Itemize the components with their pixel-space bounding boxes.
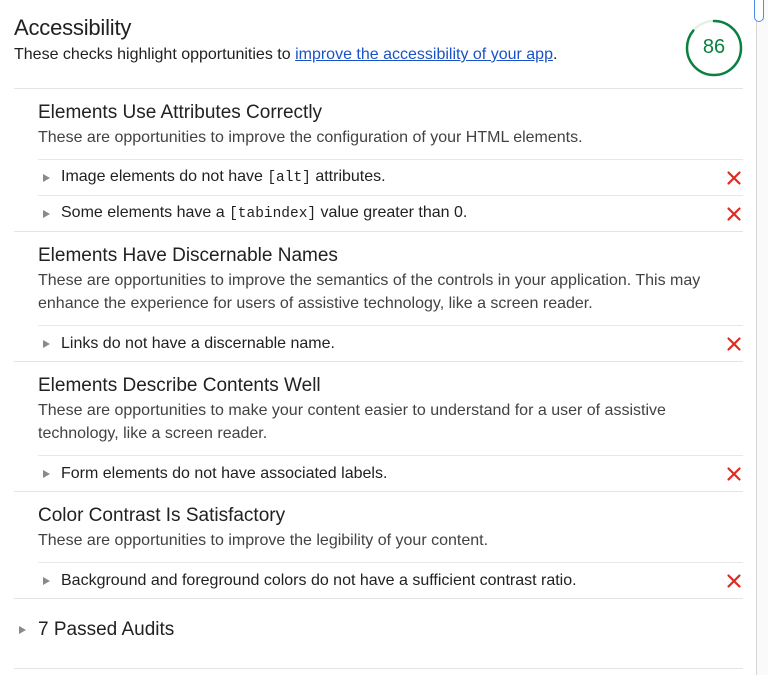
audit-label <box>61 464 387 484</box>
audit-list <box>14 159 743 231</box>
category-description <box>14 44 754 66</box>
audit-label <box>61 334 335 354</box>
expand-triangle-icon[interactable] <box>42 576 52 586</box>
expand-triangle-icon[interactable] <box>42 339 52 349</box>
audit-item[interactable] <box>38 195 743 231</box>
groups-root <box>14 88 743 598</box>
audit-label <box>61 203 467 224</box>
audit-item[interactable] <box>38 159 743 195</box>
bottom-divider <box>14 668 743 669</box>
audit-item[interactable] <box>38 562 743 598</box>
fail-x-icon <box>725 465 743 483</box>
expand-triangle-icon[interactable] <box>42 209 52 219</box>
audit-text-pre: Image elements do not have <box>61 168 268 185</box>
passed-audits-label: 7 Passed Audits <box>38 618 175 640</box>
group-header <box>14 362 743 455</box>
accessibility-docs-link[interactable]: improve the accessibility of your app <box>295 46 553 63</box>
audit-list <box>14 562 743 598</box>
group-title: Elements Have Discernable Names <box>38 245 338 266</box>
audit-item[interactable] <box>38 455 743 491</box>
group-description: These are opportunities to make your content easier to understand for a user of assistive technology, like a screen reader. <box>38 402 666 442</box>
expand-triangle-icon[interactable] <box>42 173 52 183</box>
audit-group <box>14 361 743 491</box>
panel-scrollbar[interactable] <box>756 0 768 675</box>
group-description: These are opportunities to improve the configuration of your HTML elements. <box>38 129 583 146</box>
expand-triangle-icon[interactable] <box>42 469 52 479</box>
audit-group <box>14 491 743 598</box>
category-title: Accessibility <box>14 15 132 40</box>
audit-list <box>14 455 743 491</box>
group-header <box>14 492 743 562</box>
scroll-handle[interactable] <box>754 0 764 22</box>
passed-audits-toggle[interactable] <box>14 598 743 660</box>
audit-item[interactable] <box>38 325 743 361</box>
category-header <box>14 14 754 86</box>
audit-code: [tabindex] <box>229 206 317 222</box>
audit-label <box>61 167 386 188</box>
audit-group <box>14 231 743 361</box>
score-gauge <box>685 19 743 77</box>
fail-x-icon <box>725 169 743 187</box>
audit-groups <box>14 88 743 660</box>
group-title: Elements Use Attributes Correctly <box>38 102 323 123</box>
group-header <box>14 89 743 159</box>
audit-text-pre: Links do not have a discernable name. <box>61 334 335 352</box>
audit-text-pre: Some elements have a <box>61 204 230 221</box>
description-suffix: . <box>552 46 558 63</box>
score-value: 86 <box>702 36 726 58</box>
audit-list <box>14 325 743 361</box>
audit-group <box>14 88 743 231</box>
description-prefix: These checks highlight opportunities to <box>14 46 296 63</box>
audit-label <box>61 571 577 591</box>
group-title: Elements Describe Contents Well <box>38 375 321 396</box>
fail-x-icon <box>725 335 743 353</box>
audit-text-pre: Background and foreground colors do not have a sufficient contrast ratio. <box>61 571 577 589</box>
fail-x-icon <box>725 572 743 590</box>
audit-text-post: value greater than 0. <box>316 204 468 221</box>
audit-code: [alt] <box>267 170 311 186</box>
audit-text-post: attributes. <box>310 168 386 185</box>
group-description: These are opportunities to improve the legibility of your content. <box>38 532 489 549</box>
audit-text-pre: Form elements do not have associated labels. <box>61 464 388 482</box>
expand-triangle-icon[interactable] <box>18 625 28 635</box>
fail-x-icon <box>725 205 743 223</box>
group-header <box>14 232 743 325</box>
group-description: These are opportunities to improve the semantics of the controls in your application. This may enhance the experience for users of assistive technology, like a screen reader. <box>38 272 701 312</box>
group-title: Color Contrast Is Satisfactory <box>38 505 286 526</box>
